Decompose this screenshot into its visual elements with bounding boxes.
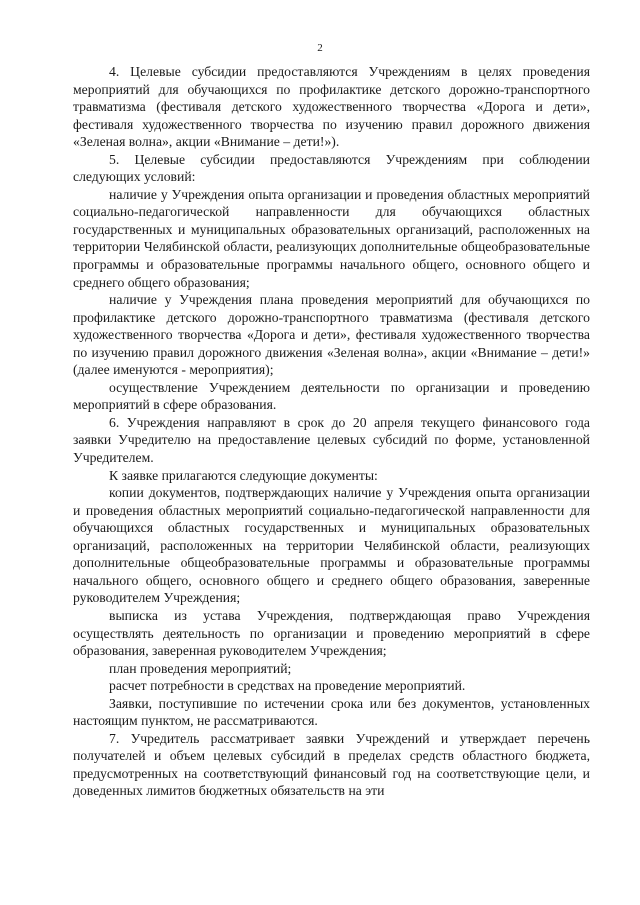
paragraph-condition-experience: наличие у Учреждения опыта организации и проведения областных мероприятий социально-педагогической направленности для обучающихся областных государственных и муниципальных образовательных организаций, расположенных на территории Челябинской области, реализующих дополнительные общеобразовательные программы и образовательные программы начального общего, основного общего и среднего общего образования; [73, 186, 590, 290]
paragraph-documents-intro: К заявке прилагаются следующие документы: [109, 467, 378, 483]
paragraph-item-7: 7. Учредитель рассматривает заявки Учреждений и утверждает перечень получателей и объем целевых субсидий в пределах средств областного бюджета, предусмотренных на соответствующий финансовый год на соответствующие цели, и доведенных лимитов бюджетных обязательств на эти [73, 730, 590, 799]
paragraph-document-copies: копии документов, подтверждающих наличие у Учреждения опыта организации и проведения областных мероприятий социально-педагогической направленности для обучающихся областных государственных и муниципальных образовательных организаций, расположенных на территории Челябинской области, реализующих дополнительные общеобразовательные программы и образовательные программы начального общего, основного общего и среднего общего образования, заверенные руководителем Учреждения; [73, 485, 590, 606]
paragraph-condition-activity: осуществление Учреждением деятельности по организации и проведению мероприятий в сфере образования. [73, 379, 590, 413]
page-number: 2 [317, 42, 323, 54]
paragraph-document-charter: выписка из устава Учреждения, подтверждающая право Учреждения осуществлять деятельность по организации и проведению мероприятий в сфере образования, заверенная руководителем Учреждения; [73, 607, 590, 659]
paragraph-item-5: 5. Целевые субсидии предоставляются Учреждениям при соблюдении следующих условий: [73, 151, 590, 185]
paragraph-item-6: 6. Учреждения направляют в срок до 20 апреля текущего финансового года заявки Учредителю на предоставление целевых субсидий по форме, установленной Учредителем. [73, 414, 590, 466]
paragraph-rejection-note: Заявки, поступившие по истечении срока или без документов, установленных настоящим пунктом, не рассматриваются. [73, 695, 590, 729]
paragraph-condition-plan: наличие у Учреждения плана проведения мероприятий для обучающихся по профилактике детского дорожно-транспортного травматизма (фестиваля детского художественного творчества «Дорога и дети», фестиваля художественного творчества по изучению правил дорожного движения «Зеленая волна», акции «Внимание – дети!» (далее именуются - мероприятия); [73, 292, 590, 378]
paragraph-document-calculation: расчет потребности в средствах на проведение мероприятий. [109, 678, 466, 694]
document-body [73, 63, 590, 800]
paragraph-document-plan: план проведения мероприятий; [109, 660, 292, 676]
paragraph-item-4: 4. Целевые субсидии предоставляются Учреждениям в целях проведения мероприятий для обучающихся по профилактике детского дорожно-транспортного травматизма (фестиваля детского художественного творчества «Дорога и дети», фестиваля художественного творчества по изучению правил дорожного движения «Зеленая волна», акции «Внимание – дети!»). [73, 64, 590, 150]
